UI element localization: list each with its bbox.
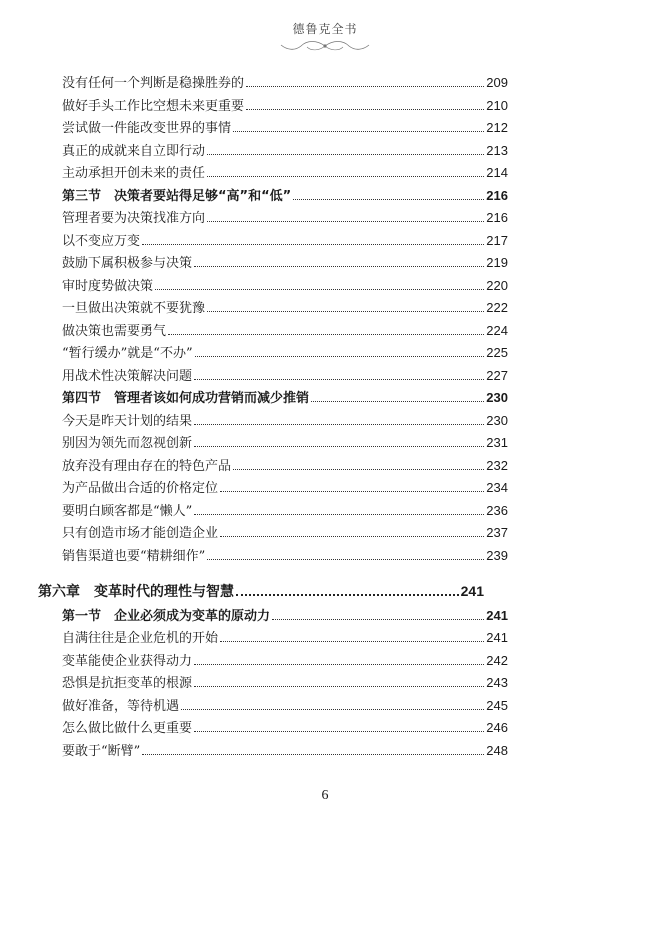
toc-entry-title: 自满往往是企业危机的开始 [62,631,219,646]
dot-leader [155,288,484,290]
toc-entry-page: 241 [460,583,484,599]
toc-entry-page: 213 [486,142,508,158]
toc-entry-title: 以不变应万变 [62,233,141,249]
toc-entry-title: 变革能使企业获得动力 [62,653,193,669]
toc-entry-page: 217 [486,232,508,248]
toc-item [62,95,508,115]
toc-entry-title: 做决策也需要勇气 [62,323,167,339]
toc-entry-title: 今天是昨天计划的结果 [62,413,193,429]
toc-entry-page: 241 [486,630,508,645]
toc-item [62,207,508,227]
dot-leader [293,198,484,200]
toc-item [62,72,508,92]
dot-leader [207,220,484,222]
toc-item [62,230,508,250]
toc-entry-page: 242 [486,652,508,668]
dot-leader [194,685,484,687]
toc-entry-page: 212 [486,120,508,135]
toc-entry-page: 216 [486,210,508,225]
toc-section [62,185,508,205]
dot-leader [194,513,484,515]
toc-item [62,162,508,182]
toc-entry-title: 审时度势做决策 [62,278,154,294]
dot-leader [207,153,484,155]
toc-item [62,410,508,430]
toc-entry-title: 销售渠道也要“精耕细作” [62,548,206,564]
toc-entry-title: 恐惧是抗拒变革的根源 [62,676,193,691]
toc-item [62,740,508,760]
toc-entry-title: 第六章 变革时代的理性与智慧 [38,584,234,600]
toc-entry-page: 210 [486,97,508,113]
toc-item [62,627,508,647]
toc-item [62,140,508,160]
dot-leader [207,310,484,312]
toc-entry-title: 为产品做出合适的价格定位 [62,481,219,496]
dot-leader [194,663,484,665]
dot-leader [168,333,484,335]
toc-item [62,365,508,385]
toc-section [62,387,508,407]
toc-item [62,500,508,520]
toc-item [62,320,508,340]
toc-item [62,297,508,317]
toc-item [62,672,508,692]
toc-entry-page: 227 [486,367,508,383]
dot-leader [246,108,484,110]
toc-item [62,522,508,542]
toc-entry-page: 222 [486,300,508,315]
toc-item [62,650,508,670]
dot-leader [220,490,484,492]
toc-item [62,717,508,737]
toc-entry-title: 放弃没有理由存在的特色产品 [62,458,232,474]
toc-entry-title: 鼓励下属积极参与决策 [62,256,193,271]
toc-entry-page: 236 [486,502,508,518]
toc-entry-title: 做好手头工作比空想未来更重要 [62,98,245,114]
dot-leader [194,730,484,732]
toc-item [62,252,508,272]
toc-entry-page: 246 [486,720,508,735]
toc-entry-page: 232 [486,457,508,473]
toc-entry-page: 225 [486,345,508,360]
toc-item [62,117,508,137]
dot-leader [207,175,484,177]
dot-leader [220,535,484,537]
toc-entry-page: 241 [486,607,508,623]
toc-entry-title: “暂行缓办”就是“不办” [62,346,193,361]
dot-leader [195,355,485,357]
toc-item [62,275,508,295]
toc-entry-page: 245 [486,697,508,713]
toc-entry-title: 第三节 决策者要站得足够“高”和“低” [62,188,292,204]
dot-leader [194,265,484,267]
toc-item [62,695,508,715]
toc-item [62,477,508,497]
toc-entry-title: 只有创造市场才能创造企业 [62,526,219,541]
book-title: 德鲁克全书 [292,22,358,36]
toc-entry-title: 第四节 管理者该如何成功营销而减少推销 [62,391,310,406]
toc-entry-title: 管理者要为决策找准方向 [62,211,206,226]
dot-leader [194,445,484,447]
dot-leader [246,85,484,87]
toc-entry-page: 219 [486,255,508,270]
toc-entry-page: 234 [486,480,508,495]
dot-leader [194,423,484,425]
toc-entry-title: 没有任何一个判断是稳操胜券的 [62,76,245,91]
dot-leader [220,640,484,642]
dot-leader [207,558,484,560]
dot-leader [233,130,484,132]
toc-item [62,432,508,452]
toc-entry-page: 239 [486,547,508,563]
toc-entry-title: 做好准备，等待机遇 [62,698,180,714]
toc-entry-page: 224 [486,322,508,338]
toc-chapter [38,581,484,601]
page-number: 6 [321,788,329,803]
toc-entry-title: 要明白顾客都是“懒人” [62,503,193,519]
toc-entry-page: 231 [486,435,508,450]
toc-entry-title: 一旦做出决策就不要犹豫 [62,301,206,316]
dot-leader [181,708,484,710]
toc-entry-page: 216 [486,187,508,203]
running-head [0,20,650,53]
dot-leader [142,243,484,245]
dot-leader [233,468,484,470]
dot-leader [194,378,484,380]
toc-entry-title: 真正的成就来自立即行动 [62,143,206,159]
toc-entry-page: 248 [486,742,508,758]
toc-item [62,545,508,565]
toc-entry-page: 243 [486,675,508,690]
toc-entry-page: 237 [486,525,508,540]
toc-entry-title: 要敢于“断臂” [62,743,141,759]
toc-item [62,342,508,362]
toc-item [62,455,508,475]
toc-entry-page: 214 [486,165,508,180]
toc-entry-title: 怎么做比做什么更重要 [62,721,193,736]
toc-entry-title: 别因为领先而忽视创新 [62,436,193,451]
toc-entry-title: 尝试做一件能改变世界的事情 [62,121,232,136]
toc-entry-page: 230 [486,390,508,405]
toc-entry-title: 主动承担开创未来的责任 [62,166,206,181]
dot-leader [142,753,484,755]
dot-leader [311,400,484,402]
dot-leader [272,618,484,620]
toc-entry-title: 第一节 企业必须成为变革的原动力 [62,608,271,624]
toc-section [62,605,508,625]
toc-entry-page: 220 [486,277,508,293]
toc-entry-title: 用战术性决策解决问题 [62,368,193,384]
ornament-flourish-icon [277,39,373,53]
toc-entry-page: 230 [486,412,508,428]
dot-leader [236,593,459,596]
toc-entry-page: 209 [486,75,508,90]
